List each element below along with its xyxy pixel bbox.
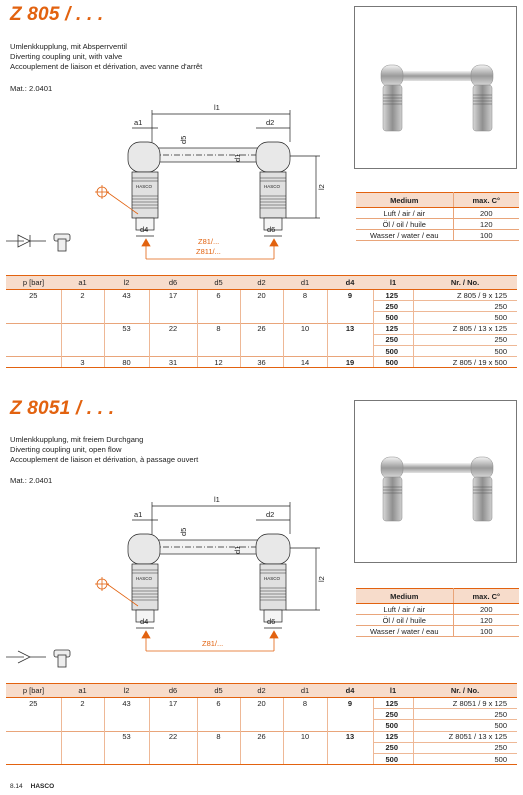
table-cell [197,742,240,753]
table-cell: 17 [149,698,197,709]
section2-product-photo [354,400,517,563]
table-cell: 14 [283,357,327,368]
section1-spec-rows [6,290,517,368]
dim-d5-label: d5 [179,135,188,144]
table-cell: 250 [373,301,413,312]
table-cell: 125 [373,290,413,301]
table-cell: 8 [283,290,327,301]
table-cell: 9 [327,290,373,301]
table-cell [149,334,197,345]
table-cell [6,301,61,312]
table-cell: 500 [373,312,413,323]
table-cell [61,709,104,720]
table-cell [104,345,149,356]
page-number: 8.14 [10,783,23,790]
table-cell [327,301,373,312]
table-cell [149,312,197,323]
table-cell [240,312,283,323]
table-cell [283,753,327,764]
table-cell: Z 805 / 9 x 125 [413,290,517,301]
table-cell [149,753,197,764]
table-cell: 125 [373,731,413,742]
brand-mark-right: HASCO [264,184,281,189]
dim-d6-label: d6 [267,617,276,626]
table-cell: 10 [283,323,327,334]
table-cell [197,334,240,345]
dim-l1-label: l1 [214,495,220,504]
table-cell: 53 [104,731,149,742]
callout-z81: Z81/... [202,639,224,648]
dim-d6-label: d6 [267,225,276,234]
table-cell [283,345,327,356]
table-cell [61,742,104,753]
brand-mark-left: HASCO [136,184,153,189]
table-cell [61,312,104,323]
table-row [6,334,517,345]
footer-brand: HASCO [30,783,55,790]
table-cell: 250 [373,334,413,345]
table-cell [61,720,104,731]
section2-spec-rows [6,698,517,765]
table-cell [327,312,373,323]
dim-d1-label: d1 [233,545,242,554]
table-cell [104,709,149,720]
table-cell: 8 [283,698,327,709]
table-cell: 31 [149,357,197,368]
table-cell: 8 [197,731,240,742]
table-cell [197,720,240,731]
table-cell [61,323,104,334]
table-cell [104,334,149,345]
table-cell: Z 805 / 13 x 125 [413,323,517,334]
table-cell [6,731,61,742]
table-cell [104,312,149,323]
dim-d2-label: d2 [266,118,275,127]
dim-d5-label: d5 [179,527,188,536]
table-cell: 6 [197,698,240,709]
table-row [6,323,517,334]
dim-d1-label: d1 [233,153,242,162]
table-row [6,742,517,753]
table-cell: Z 8051 / 13 x 125 [413,731,517,742]
dim-d4-label: d4 [140,617,149,626]
table-row [6,753,517,764]
section1-valve-symbol-icon [6,230,76,252]
table-cell [6,334,61,345]
table-cell [327,345,373,356]
table-cell [197,312,240,323]
table-cell: 250 [413,742,517,753]
section2-title: Z 8051 / . . . [10,398,115,419]
table-cell: 19 [327,357,373,368]
callout-z811: Z811/... [196,247,221,256]
table-cell [240,753,283,764]
table-cell: 500 [413,720,517,731]
table-cell [240,334,283,345]
dim-l2-label: l2 [317,576,326,582]
table-cell [197,345,240,356]
table-cell: 3 [61,357,104,368]
section2-material: Mat.: 2.0401 [10,476,53,485]
section2-technical-drawing [90,488,340,658]
table-cell [149,709,197,720]
table-cell [327,720,373,731]
table-cell [197,753,240,764]
brand-mark-left: HASCO [136,576,153,581]
table-cell: 500 [373,753,413,764]
dim-l2-label: l2 [317,184,326,190]
table-cell [283,334,327,345]
section1-description: Umlenkkupplung, mit Absperrventil Diverting coupling unit, with valve Accouplement de liaison et dérivation, avec vanne d'arrêt [10,42,203,71]
table-cell: 26 [240,731,283,742]
table-cell [283,709,327,720]
table-row [6,698,517,709]
table-cell: 2 [61,698,104,709]
table-cell [283,312,327,323]
table-cell [149,345,197,356]
table-row [6,312,517,323]
table-cell: 20 [240,290,283,301]
table-cell [104,720,149,731]
table-cell [283,301,327,312]
table-cell: 22 [149,731,197,742]
table-cell [6,742,61,753]
section1-medium-table: Medium max. C° Luft / air / air 200 Öl / oil / huile 120 Wasser / water / eau 100 [356,192,519,241]
table-cell [197,301,240,312]
table-cell [6,753,61,764]
table-row [6,345,517,356]
table-row [6,731,517,742]
table-cell: Z 8051 / 9 x 125 [413,698,517,709]
table-cell: 43 [104,290,149,301]
table-cell: 43 [104,698,149,709]
table-cell [61,334,104,345]
table-cell [61,301,104,312]
table-cell [283,742,327,753]
table-cell [61,753,104,764]
table-cell: 13 [327,731,373,742]
table-cell: 250 [413,301,517,312]
table-cell: 17 [149,290,197,301]
table-cell: 80 [104,357,149,368]
table-row [6,301,517,312]
table-cell [197,709,240,720]
table-cell: 2 [61,290,104,301]
page-footer [10,783,54,790]
section2-description: Umlenkkupplung, mit freiem Durchgang Diverting coupling unit, open flow Accouplement de liaison et dérivation, à passage ouvert [10,435,199,464]
table-cell: 500 [413,345,517,356]
table-cell: 500 [373,357,413,368]
table-cell [327,709,373,720]
table-cell: 36 [240,357,283,368]
table-cell [61,345,104,356]
table-cell: 500 [413,753,517,764]
table-cell [283,720,327,731]
section1-product-photo [354,6,517,169]
dim-a1-label: a1 [134,510,143,519]
section2-flow-symbol-icon [6,646,76,668]
table-cell: 125 [373,323,413,334]
table-cell [240,742,283,753]
table-cell: 250 [413,709,517,720]
table-cell: 9 [327,698,373,709]
table-row [6,709,517,720]
dim-d4-label: d4 [140,225,149,234]
table-cell: 22 [149,323,197,334]
table-cell: 12 [197,357,240,368]
coupling-photo-icon [355,7,518,170]
table-cell [240,301,283,312]
brand-mark-right: HASCO [264,576,281,581]
table-cell [149,742,197,753]
table-cell: 6 [197,290,240,301]
section1-technical-drawing [90,96,340,266]
section1-spec-table: p [bar] a1 l2 d6 d5 d2 d1 d4 l1 Nr. / No. 25 2 43 17 6 20 8 9 125 Z 805 / 9 x 125 250 250 500 500 53 22 8 26 10 13 125 Z 805 / 13 x 125 250 250 500 500 3 80 31 12 36 14 19 500 Z 805 / 19 x 500 [6,275,517,368]
table-row [6,357,517,368]
dim-a1-label: a1 [134,118,143,127]
table-cell [149,720,197,731]
table-cell [6,709,61,720]
table-cell [6,312,61,323]
table-cell: 500 [413,312,517,323]
table-cell: 250 [413,334,517,345]
table-cell [149,301,197,312]
table-cell: 20 [240,698,283,709]
table-cell [6,345,61,356]
dim-d2-label: d2 [266,510,275,519]
dim-l1-label: l1 [214,103,220,112]
table-cell: 500 [373,345,413,356]
table-cell: 13 [327,323,373,334]
table-row [6,720,517,731]
section2-spec-table: p [bar] a1 l2 d6 d5 d2 d1 d4 l1 Nr. / No. 25 2 43 17 6 20 8 9 125 Z 8051 / 9 x 125 250 250 500 500 53 22 8 26 10 13 125 Z 8051 / 13 x 125 250 250 500 500 [6,683,517,765]
table-cell [327,753,373,764]
table-cell [104,301,149,312]
table-cell [61,731,104,742]
section1-title: Z 805 / . . . [10,4,104,25]
table-cell [6,357,61,368]
table-cell: 10 [283,731,327,742]
callout-z81: Z81/... [198,237,220,246]
table-row [6,290,517,301]
section2-medium-table: Medium max. C° Luft / air / air 200 Öl / oil / huile 120 Wasser / water / eau 100 [356,588,519,637]
table-cell: 125 [373,698,413,709]
table-cell [104,742,149,753]
table-cell: 25 [6,698,61,709]
table-cell [240,345,283,356]
table-cell [6,720,61,731]
table-cell: 53 [104,323,149,334]
table-cell [104,753,149,764]
table-cell: 26 [240,323,283,334]
section1-material: Mat.: 2.0401 [10,84,53,93]
table-cell [6,323,61,334]
table-cell [327,742,373,753]
table-cell [240,709,283,720]
table-cell: 250 [373,709,413,720]
table-cell: 8 [197,323,240,334]
table-cell [240,720,283,731]
table-cell [327,334,373,345]
table-cell: 250 [373,742,413,753]
table-cell: 500 [373,720,413,731]
coupling-photo-icon [355,401,518,564]
table-cell: 25 [6,290,61,301]
table-cell: Z 805 / 19 x 500 [413,357,517,368]
